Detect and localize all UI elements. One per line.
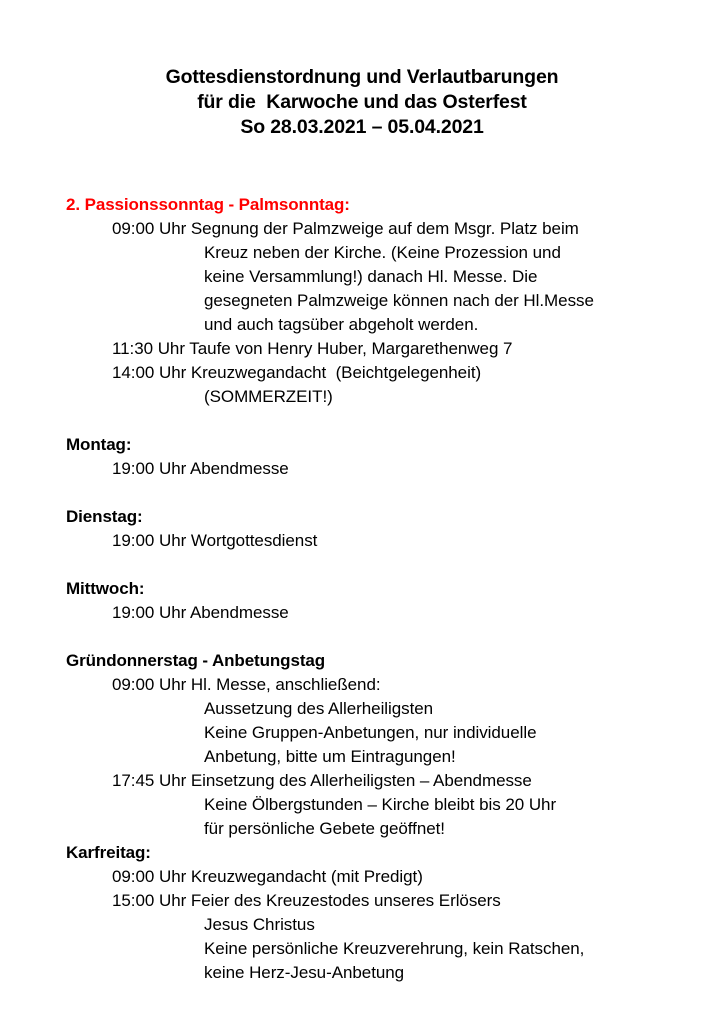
- schedule-section-grundonnerstag-anbetungstag: [66, 649, 706, 841]
- schedule-section-mittwoch: [66, 577, 706, 625]
- schedule-detail-line: Kreuz neben der Kirche. (Keine Prozession und: [204, 243, 561, 262]
- schedule-detail-line: Keine Ölbergstunden – Kirche bleibt bis 20 Uhr: [204, 795, 557, 814]
- day-heading: Montag:: [66, 435, 132, 454]
- day-heading: 2. Passionssonntag - Palmsonntag:: [66, 195, 350, 214]
- schedule-detail-line: Keine persönliche Kreuzverehrung, kein Ratschen,: [204, 939, 585, 958]
- schedule-section-dienstag: [66, 505, 706, 553]
- schedule-time-line: 15:00 Uhr Feier des Kreuzestodes unseres Erlösers: [112, 891, 501, 910]
- schedule-detail-line: keine Herz-Jesu-Anbetung: [204, 963, 405, 982]
- section-entries: [66, 601, 706, 625]
- schedule-section-karfreitag: [66, 841, 706, 985]
- schedule-section-2-passionssonntag-palmsonntag: [66, 193, 706, 409]
- schedule-detail-line: gesegneten Palmzweige können nach der Hl.Messe: [204, 291, 594, 310]
- day-heading: Karfreitag:: [66, 843, 151, 862]
- title-line-3: So 28.03.2021 – 05.04.2021: [240, 116, 484, 138]
- schedule-time-line: 11:30 Uhr Taufe von Henry Huber, Margarethenweg 7: [112, 339, 513, 358]
- schedule-detail-line: Anbetung, bitte um Eintragungen!: [204, 747, 456, 766]
- schedule-detail-line: keine Versammlung!) danach Hl. Messe. Die: [204, 267, 538, 286]
- day-heading: Gründonnerstag - Anbetungstag: [66, 651, 326, 670]
- section-entries: [66, 457, 706, 481]
- schedule-detail-line: (SOMMERZEIT!): [204, 387, 333, 406]
- schedule-detail-line: Jesus Christus: [204, 915, 315, 934]
- section-entries: [66, 217, 706, 409]
- schedule-time-line: 09:00 Uhr Segnung der Palmzweige auf dem Msgr. Platz beim: [112, 219, 579, 238]
- schedule-detail-line: Aussetzung des Allerheiligsten: [204, 699, 434, 718]
- day-heading: Dienstag:: [66, 507, 143, 526]
- schedule-time-line: 17:45 Uhr Einsetzung des Allerheiligsten – Abendmesse: [112, 771, 532, 790]
- section-entries: [66, 865, 706, 985]
- schedule-detail-line: für persönliche Gebete geöffnet!: [204, 819, 445, 838]
- schedule-time-line: 09:00 Uhr Hl. Messe, anschließend:: [112, 675, 381, 694]
- schedule-detail-line: und auch tagsüber abgeholt werden.: [204, 315, 479, 334]
- service-schedule: [66, 193, 706, 985]
- schedule-time-line: 14:00 Uhr Kreuzwegandacht (Beichtgelegenheit): [112, 363, 482, 382]
- section-entries: [66, 529, 706, 553]
- schedule-time-line: 19:00 Uhr Abendmesse: [112, 603, 289, 622]
- schedule-time-line: 19:00 Uhr Abendmesse: [112, 459, 289, 478]
- day-heading: Mittwoch:: [66, 579, 145, 598]
- section-entries: [66, 673, 706, 841]
- document-title: [0, 65, 724, 140]
- schedule-detail-line: Keine Gruppen-Anbetungen, nur individuelle: [204, 723, 537, 742]
- title-line-1: Gottesdienstordnung und Verlautbarungen: [165, 66, 559, 88]
- schedule-time-line: 19:00 Uhr Wortgottesdienst: [112, 531, 318, 550]
- title-line-2: für die Karwoche und das Osterfest: [197, 91, 527, 113]
- schedule-time-line: 09:00 Uhr Kreuzwegandacht (mit Predigt): [112, 867, 423, 886]
- schedule-section-montag: [66, 433, 706, 481]
